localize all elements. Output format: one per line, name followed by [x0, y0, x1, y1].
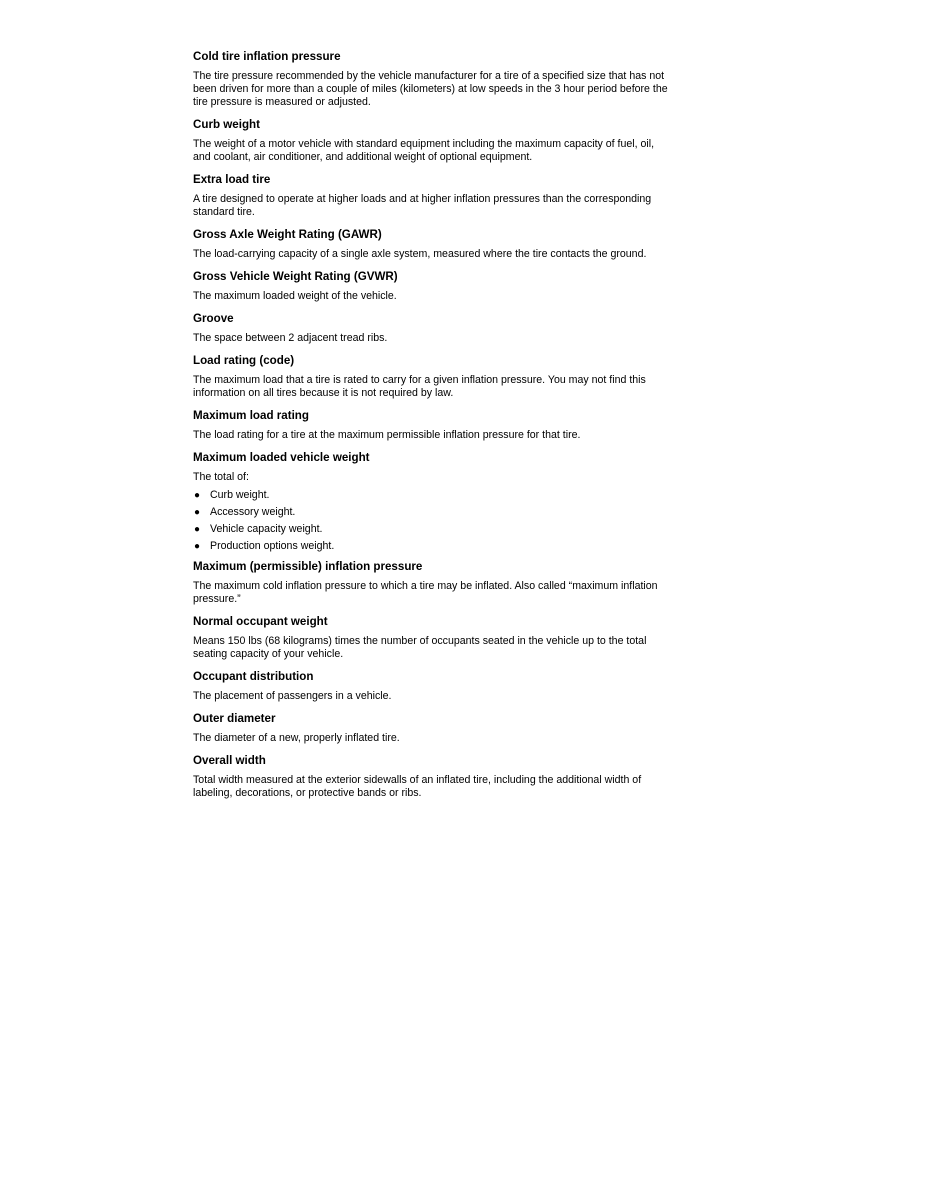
bullet-icon: ●: [194, 507, 201, 518]
entry-term: Normal occupant weight: [193, 615, 328, 628]
bullet-icon: ●: [194, 541, 201, 552]
entry-term: Extra load tire: [193, 173, 271, 186]
entry-definition: The space between 2 adjacent tread ribs.: [193, 332, 388, 344]
entry-term: Curb weight: [193, 118, 260, 131]
glossary-entry: [193, 50, 713, 109]
glossary-entry: [193, 270, 713, 303]
glossary-page: [193, 50, 713, 809]
entry-definition: The maximum cold inflation pressure to which a tire may be inflated. Also called “maximum inflation pressure.”: [193, 580, 658, 605]
entry-term: Overall width: [193, 754, 266, 767]
list-item: [193, 489, 713, 502]
entry-term: Maximum load rating: [193, 409, 309, 422]
entry-definition: The total of:: [193, 471, 249, 483]
entry-definition: The load-carrying capacity of a single axle system, measured where the tire contacts the ground.: [193, 248, 647, 260]
entry-term: Gross Axle Weight Rating (GAWR): [193, 228, 382, 241]
entry-definition: The diameter of a new, properly inflated tire.: [193, 732, 400, 744]
list-item: [193, 540, 713, 553]
bullet-list: [193, 489, 713, 553]
glossary-entry: [193, 670, 713, 703]
glossary-entry: [193, 615, 713, 661]
glossary-entry: [193, 354, 713, 400]
glossary-entry: [193, 560, 713, 606]
bullet-icon: ●: [194, 490, 201, 501]
list-item-text: Production options weight.: [210, 540, 335, 552]
entry-definition: Means 150 lbs (68 kilograms) times the number of occupants seated in the vehicle up to the total seating capacity of your vehicle.: [193, 635, 647, 660]
entry-term: Load rating (code): [193, 354, 295, 367]
entry-term: Groove: [193, 312, 234, 325]
glossary-entry: [193, 409, 713, 442]
entry-term: Occupant distribution: [193, 670, 314, 683]
entry-definition: The maximum load that a tire is rated to carry for a given inflation pressure. You may not find this information on all tires because it is not required by law.: [193, 374, 646, 399]
entry-definition: The weight of a motor vehicle with standard equipment including the maximum capacity of fuel, oil, and coolant, air conditioner, and additional weight of optional equipment.: [193, 138, 655, 163]
entry-term: Maximum (permissible) inflation pressure: [193, 560, 423, 573]
entry-term: Outer diameter: [193, 712, 276, 725]
entry-term: Gross Vehicle Weight Rating (GVWR): [193, 270, 398, 283]
list-item-text: Accessory weight.: [210, 506, 296, 518]
entry-definition: The maximum loaded weight of the vehicle.: [193, 290, 397, 302]
glossary-entry: [193, 118, 713, 164]
list-item-text: Curb weight.: [210, 489, 270, 501]
bullet-icon: ●: [194, 524, 201, 535]
entry-definition: A tire designed to operate at higher loads and at higher inflation pressures than the corresponding standard tire.: [193, 193, 652, 218]
list-item-text: Vehicle capacity weight.: [210, 523, 323, 535]
glossary-entry: [193, 451, 713, 553]
entry-term: Maximum loaded vehicle weight: [193, 451, 370, 464]
glossary-entry: [193, 228, 713, 261]
glossary-entry: [193, 712, 713, 745]
glossary-entry: [193, 754, 713, 800]
entry-term: Cold tire inflation pressure: [193, 50, 341, 63]
glossary-entry: [193, 312, 713, 345]
entry-definition: Total width measured at the exterior sidewalls of an inflated tire, including the additional width of labeling, decorations, or protective bands or ribs.: [193, 774, 642, 799]
entry-definition: The load rating for a tire at the maximum permissible inflation pressure for that tire.: [193, 429, 581, 441]
list-item: [193, 506, 713, 519]
entry-definition: The placement of passengers in a vehicle.: [193, 690, 392, 702]
glossary-entry: [193, 173, 713, 219]
entry-definition: The tire pressure recommended by the vehicle manufacturer for a tire of a specified size that has not been driven for more than a couple of miles (kilometers) at low speeds in the 3 hour period before the tire pressure is measured or adjusted.: [193, 70, 668, 108]
list-item: [193, 523, 713, 536]
